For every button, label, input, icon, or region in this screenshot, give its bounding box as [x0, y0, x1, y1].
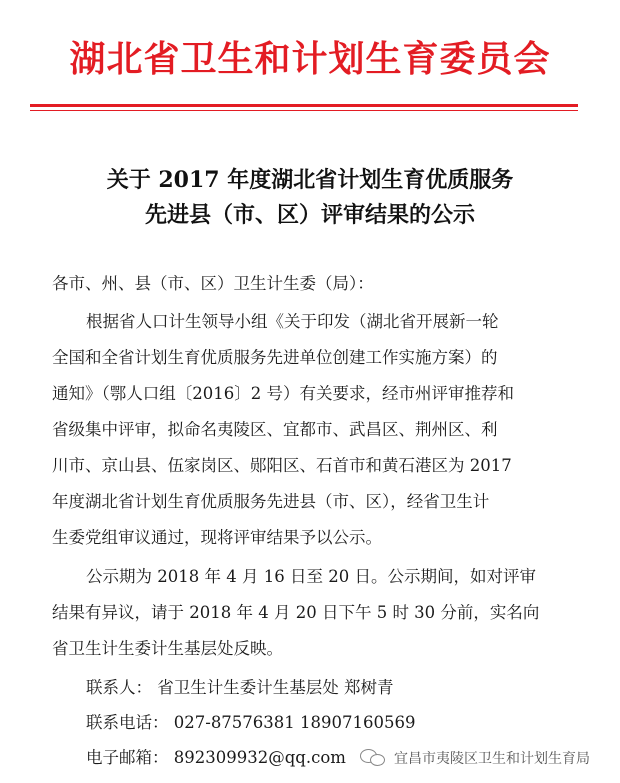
- paragraph1-line: 通知》（鄂人口组〔2016〕2 号）有关要求，经市州评审推荐和: [52, 384, 514, 403]
- paragraph1-line: 川市、京山县、伍家岗区、郧阳区、石首市和黄石港区为 2017: [52, 456, 512, 475]
- contact-phone: 联系电话： 027-87576381 18907160569: [86, 713, 416, 732]
- source-watermark: [360, 744, 590, 772]
- contact-person: 联系人： 省卫生计生委计生基层处 郑树青: [86, 678, 394, 697]
- paragraph1-line: 根据省人口计生领导小组《关于印发（湖北省开展新一轮: [86, 312, 499, 331]
- letterhead-rule-thin: [30, 110, 578, 111]
- paragraph2-line: 公示期为 2018 年 4 月 16 日至 20 日。公示期间，如对评审: [86, 567, 536, 586]
- source-account-name: 宜昌市夷陵区卫生和计划生育局: [394, 751, 590, 767]
- paragraph2-line: 省卫生计生委计生基层处反映。: [52, 639, 283, 658]
- contact-email: 电子邮箱： 892309932@qq.com: [86, 748, 346, 767]
- wechat-icon: [360, 749, 386, 767]
- notice-title-line-1: 关于 2017 年度湖北省计划生育优质服务: [106, 167, 514, 193]
- paragraph1-line: 年度湖北省计划生育优质服务先进县（市、区），经省卫生计: [52, 492, 490, 511]
- paragraph2-line: 结果有异议，请于 2018 年 4 月 20 日下午 5 时 30 分前，实名向: [52, 603, 540, 622]
- salutation: 各市、州、县（市、区）卫生计生委（局）：: [52, 274, 374, 293]
- paragraph1-line: 省级集中评审，拟命名夷陵区、宜都市、武昌区、荆州区、利: [52, 420, 498, 439]
- paragraph1-line: 生委党组审议通过，现将评审结果予以公示。: [52, 528, 382, 547]
- letterhead-title: 湖北省卫生和计划生育委员会: [69, 39, 551, 80]
- letterhead-rule-thick: [30, 104, 578, 107]
- paragraph1-line: 全国和全省计划生育优质服务先进单位创建工作实施方案）的: [52, 348, 498, 367]
- notice-title-line-2: 先进县（市、区）评审结果的公示: [144, 202, 475, 228]
